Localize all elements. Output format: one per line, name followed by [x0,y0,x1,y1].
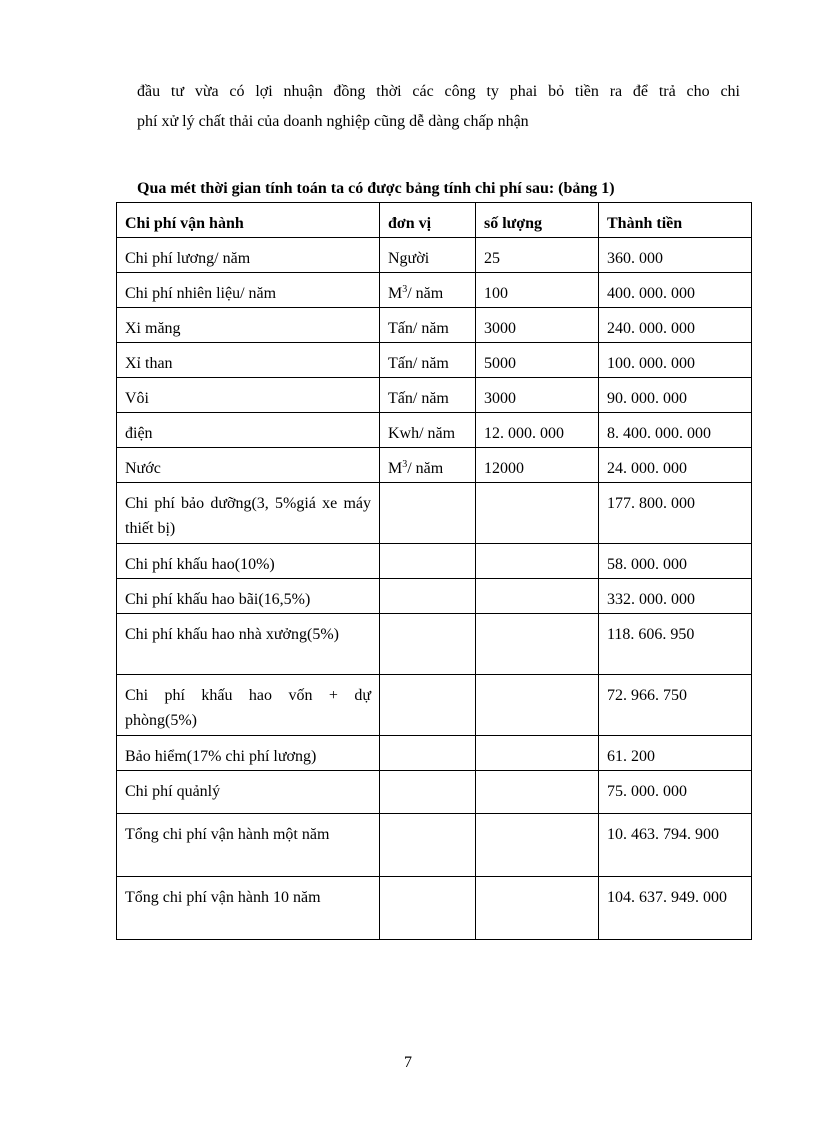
cell-unit [380,877,476,940]
cell-unit [380,483,476,544]
table-row [117,771,752,814]
operating-cost-table [116,202,752,940]
cell-amount: 332. 000. 000 [599,579,752,614]
cell-amount: 360. 000 [599,238,752,273]
cell-amount: 61. 200 [599,736,752,771]
cell-amount: 104. 637. 949. 000 [599,877,752,940]
cell-quantity [476,814,599,877]
cell-quantity: 3000 [476,308,599,343]
header-cost-item: Chi phí vận hành [117,203,380,238]
cell-item: Bảo hiểm(17% chi phí lương) [117,736,380,771]
cell-quantity [476,614,599,675]
cell-quantity: 100 [476,273,599,308]
cell-item: Xi măng [117,308,380,343]
table-row [117,378,752,413]
cell-quantity: 12000 [476,448,599,483]
cell-quantity: 12. 000. 000 [476,413,599,448]
cell-quantity [476,736,599,771]
cell-amount: 10. 463. 794. 900 [599,814,752,877]
cell-amount: 240. 000. 000 [599,308,752,343]
cell-item: Chi phí bảo dưỡng(3, 5%giá xe máy thiết bị) [117,483,380,544]
cell-quantity [476,675,599,736]
header-amount: Thành tiền [599,203,752,238]
cell-quantity [476,483,599,544]
table-row [117,579,752,614]
cell-amount: 24. 000. 000 [599,448,752,483]
table-row [117,238,752,273]
cell-quantity [476,544,599,579]
cell-item: Chi phí quảnlý [117,771,380,814]
paragraph-line-2: phí xử lý chất thải của doanh nghiệp cũng dễ dàng chấp nhận [137,113,529,130]
cell-unit: $M^3/$ năm [380,273,476,308]
cell-amount: 72. 966. 750 [599,675,752,736]
cell-amount: 90. 000. 000 [599,378,752,413]
cell-quantity [476,877,599,940]
header-quantity: số lượng [476,203,599,238]
cell-item: Chi phí khấu hao vốn + dự phòng(5%) [117,675,380,736]
table-row [117,483,752,544]
cell-item: Chi phí lương/ năm [117,238,380,273]
cell-unit [380,614,476,675]
cell-unit: Tấn/ năm [380,343,476,378]
cell-amount: 400. 000. 000 [599,273,752,308]
body-paragraph [137,77,740,137]
table-row [117,448,752,483]
cell-unit: Người [380,238,476,273]
cell-unit [380,814,476,877]
cell-quantity: 3000 [476,378,599,413]
cell-amount: 118. 606. 950 [599,614,752,675]
cell-unit [380,736,476,771]
cell-item: Chi phí khấu hao nhà xưởng(5%) [117,614,380,675]
table-row [117,675,752,736]
cell-item: Nước [117,448,380,483]
cell-item: Chi phí khấu hao bãi(16,5%) [117,579,380,614]
cell-quantity: 25 [476,238,599,273]
cell-amount: 8. 400. 000. 000 [599,413,752,448]
cell-unit [380,579,476,614]
cell-unit: Tấn/ năm [380,378,476,413]
table-header-row [117,203,752,238]
table-body [117,238,752,940]
cell-item: Chi phí nhiên liệu/ năm [117,273,380,308]
cell-amount: 75. 000. 000 [599,771,752,814]
table-row [117,273,752,308]
table-row [117,413,752,448]
page-number: 7 [404,1054,412,1071]
cell-item: Chi phí khấu hao(10%) [117,544,380,579]
cell-unit [380,544,476,579]
cell-unit: Kwh/ năm [380,413,476,448]
table-row [117,814,752,877]
cell-unit: Tấn/ năm [380,308,476,343]
cell-item: Tổng chi phí vận hành 10 năm [117,877,380,940]
table-row [117,877,752,940]
table-row [117,343,752,378]
cell-unit [380,771,476,814]
cell-item: Tổng chi phí vận hành một năm [117,814,380,877]
table-row [117,544,752,579]
cell-amount: 100. 000. 000 [599,343,752,378]
cell-quantity: 5000 [476,343,599,378]
table-caption: Qua mét thời gian tính toán ta có được bảng tính chi phí sau: (bảng 1) [137,180,615,197]
cell-amount: 177. 800. 000 [599,483,752,544]
cell-amount: 58. 000. 000 [599,544,752,579]
cell-item: điện [117,413,380,448]
cell-quantity [476,771,599,814]
table-row [117,614,752,675]
cell-quantity [476,579,599,614]
header-unit: đơn vị [380,203,476,238]
cell-item: Xỉ than [117,343,380,378]
cell-unit [380,675,476,736]
table-row [117,736,752,771]
paragraph-line-1: đầu tư vừa có lợi nhuận đồng thời các công ty phai bỏ tiền ra để trả cho chi [137,83,740,100]
table-row [117,308,752,343]
cell-item: Vôi [117,378,380,413]
cell-unit: $M^3/$ năm [380,448,476,483]
